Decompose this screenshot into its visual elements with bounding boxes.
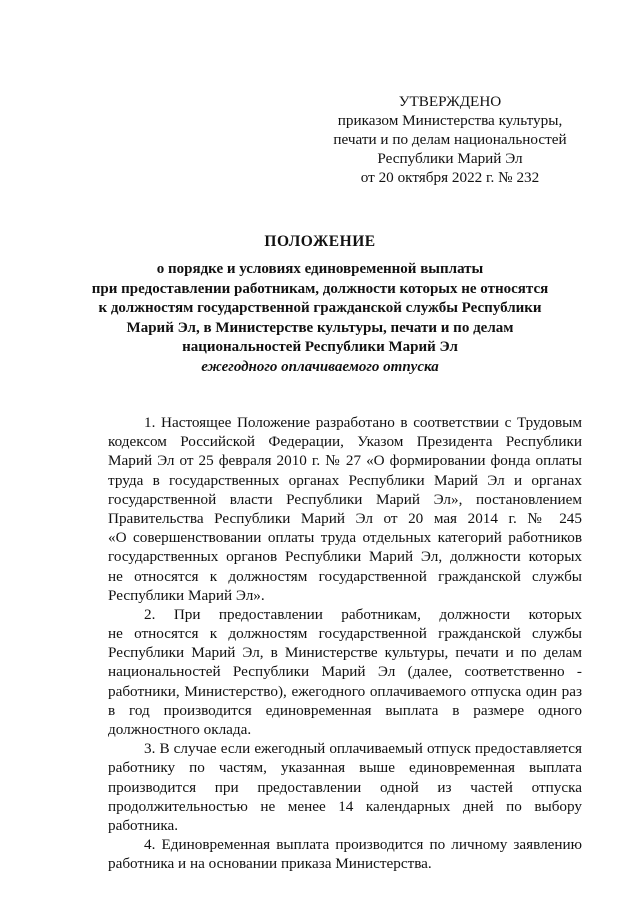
paragraph-line: 3. В случае если ежегодный оплачиваемый отпуск предоставляется: [144, 740, 582, 758]
document-subtitle: [60, 260, 580, 378]
approval-line: от 20 октября 2022 г. № 232: [360, 169, 540, 186]
paragraph-line: «О совершенствовании оплаты труда отдельных категорий работников: [108, 529, 582, 547]
paragraph-line: работнику по частям, указанная выше единовременная выплата: [108, 759, 582, 777]
subtitle-line: Марий Эл, в Министерстве культуры, печати и по делам: [126, 319, 514, 336]
paragraph-line: не относятся к должностям государственной гражданской службы: [108, 625, 582, 643]
subtitle-line: при предоставлении работникам, должности которых не относятся: [91, 280, 549, 297]
approval-block: [320, 92, 580, 187]
paragraph-line: работники, Министерство), ежегодного оплачиваемого отпуска один раз: [108, 682, 582, 700]
paragraph-line: Марий Эл от 25 февраля 2010 г. № 27 «О формировании фонда оплаты: [108, 452, 582, 470]
paragraph-line: кодексом Российской Федерации, Указом Президента Республики: [108, 433, 582, 451]
paragraph-1: [108, 413, 582, 605]
paragraph-line: работника.: [108, 816, 179, 834]
paragraph-line: 2. При предоставлении работникам, должности которых: [144, 605, 582, 623]
paragraph-line: продолжительностью не менее 14 календарных дней по выбору: [108, 797, 582, 815]
subtitle-italic-line: ежегодного оплачиваемого отпуска: [201, 358, 439, 375]
paragraph-3: [108, 739, 582, 835]
paragraph-line: не относятся к должностям государственной гражданской службы: [108, 567, 582, 585]
subtitle-line: о порядке и условиях единовременной выплаты: [156, 261, 484, 277]
paragraph-line: Республики Марий Эл».: [108, 586, 265, 604]
approval-line: печати и по делам национальностей: [333, 131, 567, 148]
document-title: ПОЛОЖЕНИЕ: [264, 233, 376, 250]
subtitle-line: национальностей Республики Марий Эл: [182, 339, 458, 356]
paragraph-line: государственных органов Республики Марий Эл, должности которых: [108, 548, 582, 566]
document-body: [108, 413, 582, 874]
paragraph-line: Правительства Республики Марий Эл от 20 мая 2014 г. № 245: [108, 509, 582, 527]
paragraph-2: [108, 605, 582, 739]
paragraph-line: производится при предоставлении одной из частей отпуска: [108, 778, 582, 796]
paragraph-line: Республики Марий Эл, в Министерстве культуры, печати и по делам: [108, 644, 582, 662]
paragraph-4: [108, 835, 582, 873]
paragraph-line: труда в государственных органах Республики Марий Эл и органах: [108, 471, 582, 489]
approval-line: Республики Марий Эл: [377, 150, 523, 167]
paragraph-line: в год производится единовременная выплата в размере одного: [108, 701, 582, 719]
approval-line: УТВЕРЖДЕНО: [398, 93, 502, 110]
approval-line: приказом Министерства культуры,: [337, 112, 563, 129]
paragraph-line: государственной власти Республики Марий Эл», постановлением: [108, 490, 582, 508]
paragraph-line: национальностей Республики Марий Эл (далее, соответственно -: [108, 663, 582, 681]
paragraph-line: 1. Настоящее Положение разработано в соответствии с Трудовым: [144, 414, 582, 431]
paragraph-line: должностного оклада.: [108, 721, 252, 738]
paragraph-line: работника и на основании приказа Министерства.: [108, 855, 432, 873]
paragraph-line: 4. Единовременная выплата производится по личному заявлению: [144, 836, 582, 854]
subtitle-line: к должностям государственной гражданской службы Республики: [98, 300, 542, 317]
